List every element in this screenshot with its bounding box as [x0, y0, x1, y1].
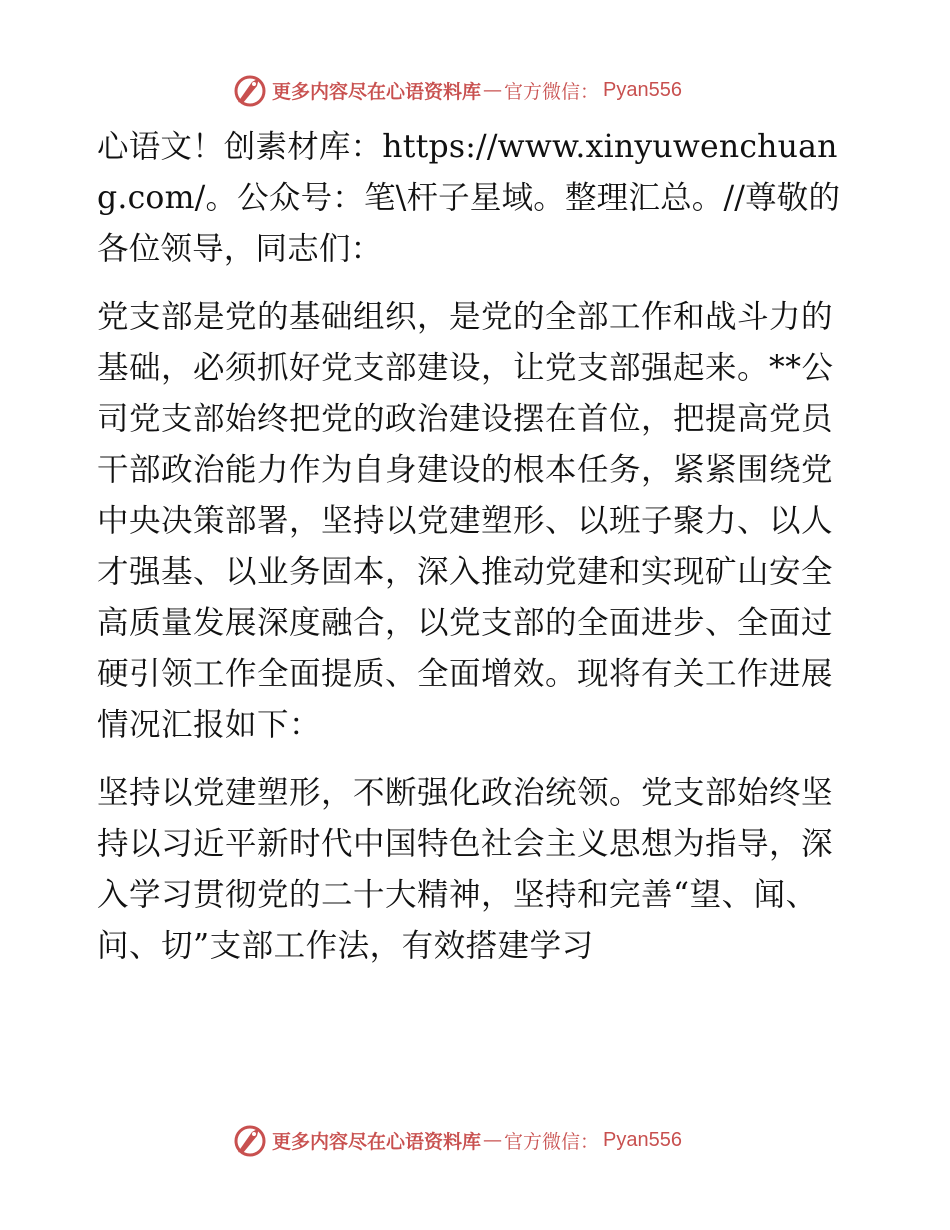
banner-dash: —	[483, 1129, 503, 1151]
pen-nib-circle-icon	[232, 1122, 268, 1158]
header-banner	[232, 70, 718, 110]
banner-wechat-id: Pyan556	[603, 78, 682, 101]
document-body	[97, 122, 853, 989]
banner-slogan: 更多内容尽在心语资料库	[272, 1130, 482, 1153]
paragraph-section-one: 坚持以党建塑形，不断强化政治统领。党支部始终坚持以习近平新时代中国特色社会主义思想为指导，深入学习贯彻党的二十大精神，坚持和完善“望、闻、问、切”支部工作法，有效搭建学习	[97, 775, 834, 964]
banner-wechat-id: Pyan556	[603, 1128, 682, 1151]
banner-slogan: 更多内容尽在心语资料库	[272, 80, 482, 103]
banner-dash: —	[483, 79, 503, 101]
footer-banner	[232, 1120, 718, 1160]
banner-wechat-label: 官方微信：	[504, 1130, 600, 1153]
pen-nib-circle-icon	[232, 72, 268, 108]
paragraph-intro: 心语文！创素材库：https://www.xinyuwenchuang.com/。公众号：笔\杆子星域。整理汇总。//尊敬的各位领导，同志们：	[97, 129, 841, 267]
banner-wechat-label: 官方微信：	[504, 80, 600, 103]
paragraph-overview: 党支部是党的基础组织，是党的全部工作和战斗力的基础，必须抓好党支部建设，让党支部强起来。**公司党支部始终把党的政治建设摆在首位，把提高党员干部政治能力作为自身建设的根本任务，紧紧围绕党中央决策部署，坚持以党建塑形、以班子聚力、以人才强基、以业务固本，深入推动党建和实现矿山安全高质量发展深度融合，以党支部的全面进步、全面过硬引领工作全面提质、全面增效。现将有关工作进展情况汇报如下：	[97, 299, 834, 743]
